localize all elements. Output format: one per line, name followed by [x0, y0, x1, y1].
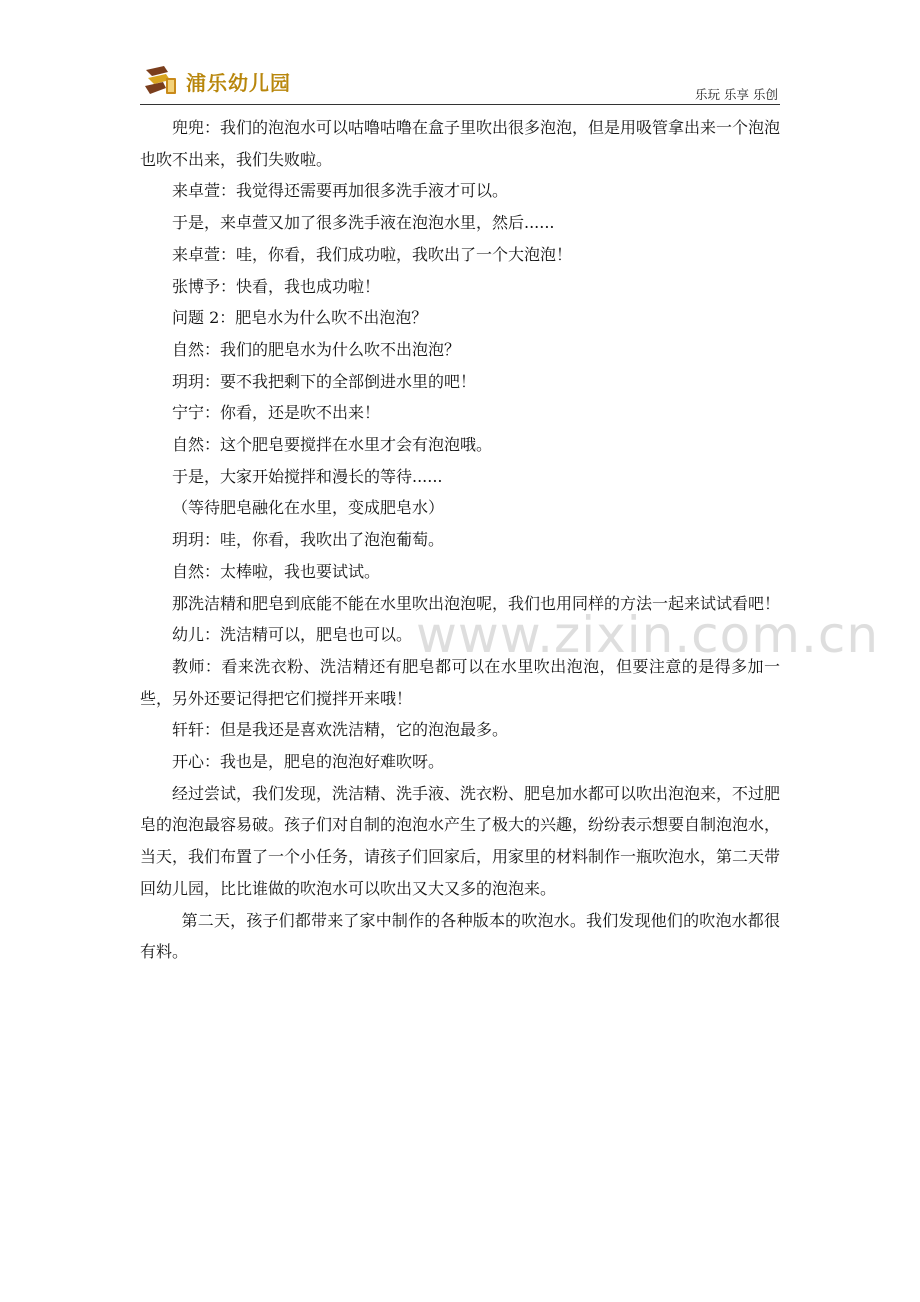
paragraph: 来卓萱：我觉得还需要再加很多洗手液才可以。 — [172, 181, 509, 201]
paragraph: 于是，来卓萱又加了很多洗手液在泡泡水里，然后...... — [172, 213, 555, 233]
paragraph: 开心：我也是，肥皂的泡泡好难吹呀。 — [172, 752, 445, 772]
header-slogan: 乐玩 乐享 乐创 — [695, 87, 778, 102]
paragraph: 自然：太棒啦，我也要试试。 — [172, 561, 381, 581]
paragraph: 玥玥：要不我把剩下的全部倒进水里的吧！ — [172, 371, 477, 391]
paragraph: 问题 2：肥皂水为什么吹不出泡泡？ — [172, 308, 428, 328]
paragraph: 来卓萱：哇，你看，我们成功啦，我吹出了一个大泡泡！ — [172, 244, 573, 264]
paragraph: （等待肥皂融化在水里，变成肥皂水） — [172, 498, 445, 518]
kindergarten-logo — [140, 62, 316, 100]
paragraph: 教师：看来洗衣粉、洗洁精还有肥皂都可以在水里吹出泡泡，但要注意的是得多加一些，另外还要记得把它们搅拌开来哦！ — [140, 656, 780, 708]
paragraph: 自然：我们的肥皂水为什么吹不出泡泡？ — [172, 339, 461, 359]
paragraph: 兜兜：我们的泡泡水可以咕噜咕噜在盒子里吹出很多泡泡，但是用吸管拿出来一个泡泡也吹不出来，我们失败啦。 — [140, 118, 781, 169]
paragraph: 玥玥：哇，你看，我吹出了泡泡葡萄。 — [172, 530, 445, 550]
logo-mark-icon — [142, 64, 178, 98]
paragraph: 自然：这个肥皂要搅拌在水里才会有泡泡哦。 — [172, 435, 493, 455]
paragraph: 张博予：快看，我也成功啦！ — [172, 276, 381, 296]
paragraph: 那洗洁精和肥皂到底能不能在水里吹出泡泡呢，我们也用同样的方法一起来试试看吧！ — [172, 593, 781, 613]
paragraph: 经过尝试，我们发现，洗洁精、洗手液、洗衣粉、肥皂加水都可以吹出泡泡来，不过肥皂的泡泡最容易破。孩子们对自制的泡泡水产生了极大的兴趣，纷纷表示想要自制泡泡水，当天，我们布置了一个小任务，请孩子们回家后，用家里的材料制作一瓶吹泡水，第二天带回幼儿园，比比谁做的吹泡水可以吹出又大又多的泡泡来。 — [140, 783, 781, 898]
page-header — [140, 62, 780, 105]
paragraph: 第二天，孩子们都带来了家中制作的各种版本的吹泡水。我们发现他们的吹泡水都很有料。 — [140, 910, 780, 962]
document-body — [140, 112, 780, 968]
paragraph: 宁宁：你看，还是吹不出来！ — [172, 403, 381, 423]
logo-text: 浦乐幼儿园 — [186, 71, 291, 95]
paragraph: 幼儿：洗洁精可以，肥皂也可以。 — [172, 625, 413, 645]
site-watermark: www.zixin.com.cn — [416, 606, 880, 664]
paragraph: 于是，大家开始搅拌和漫长的等待...... — [172, 466, 443, 486]
paragraph: 轩轩：但是我还是喜欢洗洁精，它的泡泡最多。 — [172, 720, 509, 740]
